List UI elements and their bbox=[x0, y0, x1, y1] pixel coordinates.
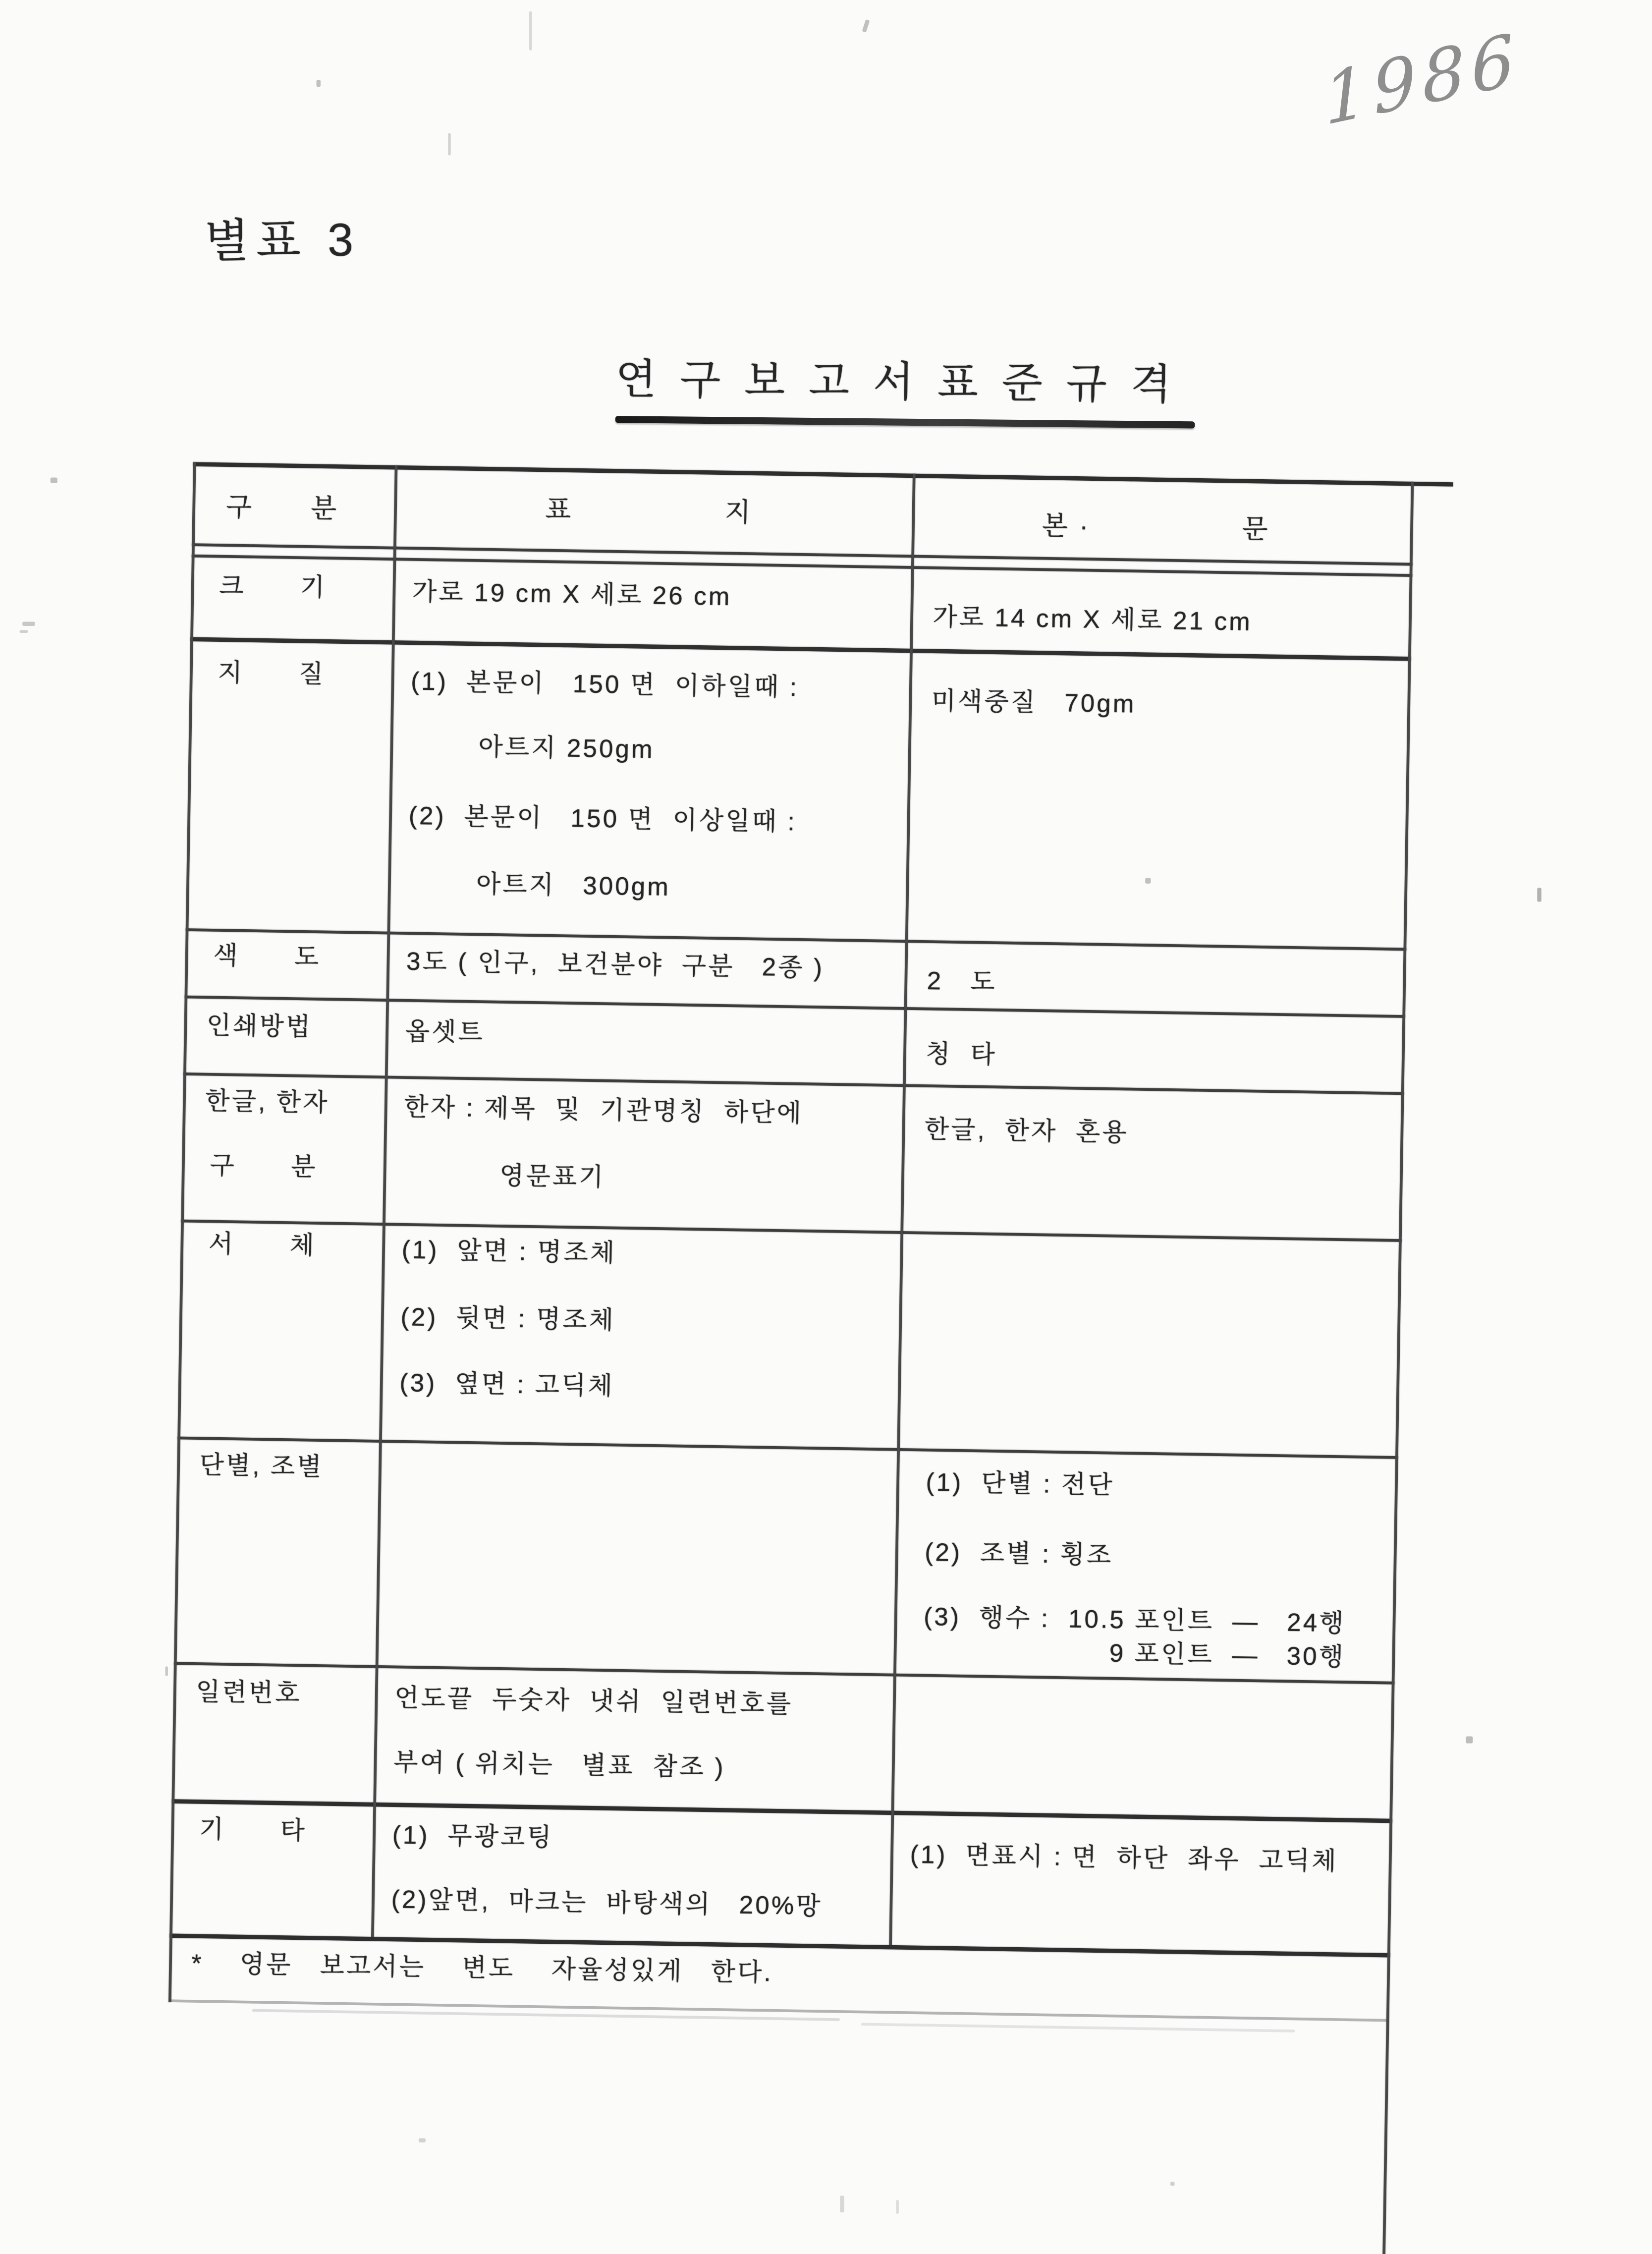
scan-speck bbox=[1145, 878, 1151, 884]
size-cover-dimensions: 가로 19 cm X 세로 26 cm bbox=[412, 577, 732, 611]
paper-body-weight: 미색중질 70gm bbox=[931, 686, 1136, 718]
scan-speck bbox=[1537, 888, 1541, 902]
label-serial: 일련번호 bbox=[195, 1678, 302, 1708]
scan-speck bbox=[448, 133, 451, 155]
h-line-row-script bbox=[181, 1220, 1402, 1242]
header-col-category: 구 분 bbox=[225, 493, 339, 525]
layout-body-line2: (2) 조별 : 횡조 bbox=[924, 1538, 1113, 1570]
h-line-row-color bbox=[185, 996, 1406, 1018]
title-underline bbox=[615, 416, 1195, 428]
script-cover-line2: 영문표기 bbox=[499, 1161, 606, 1191]
footnote: * 영문 보고서는 변도 자율성있게 한다. bbox=[191, 1949, 773, 1987]
typeface-cover-line2: (2) 뒷면 : 명조체 bbox=[400, 1302, 616, 1335]
h-line-row-printing bbox=[183, 1072, 1404, 1095]
spec-table bbox=[168, 462, 1414, 2022]
script-body: 한글, 한자 혼용 bbox=[924, 1115, 1129, 1147]
paper-cover-line3: (2) 본문이 150 면 이상일때 : bbox=[408, 801, 797, 836]
etc-cover-line2: (2)앞면, 마크는 바탕색의 20%망 bbox=[391, 1885, 823, 1920]
scan-speck bbox=[317, 80, 321, 87]
paper-cover-line1: (1) 본문이 150 면 이하일때 : bbox=[410, 667, 799, 702]
label-etc: 기 타 bbox=[199, 1815, 307, 1845]
document-title: 연구보고서표준규격 bbox=[615, 357, 1196, 409]
v-line-right bbox=[1382, 482, 1414, 2254]
color-body: 2 도 bbox=[927, 966, 997, 996]
annex-label: 별표 3 bbox=[204, 213, 361, 267]
label-paper: 지 질 bbox=[218, 658, 326, 688]
scan-speck bbox=[22, 621, 35, 625]
scan-smudge bbox=[861, 2023, 1295, 2032]
serial-cover-line1: 언도끝 두숫자 냇쉬 일련번호를 bbox=[394, 1684, 793, 1718]
h-line-row-paper bbox=[186, 928, 1407, 951]
etc-cover-line1: (1) 무광코팅 bbox=[392, 1821, 554, 1852]
h-line-row-size bbox=[190, 637, 1411, 661]
h-line-header-2 bbox=[192, 555, 1413, 577]
handwritten-year-note: 1986 bbox=[1321, 18, 1523, 142]
scan-speck bbox=[1466, 1736, 1473, 1743]
scan-speck bbox=[840, 2196, 844, 2212]
v-line-col2 bbox=[889, 474, 915, 1945]
label-size: 크 기 bbox=[219, 571, 327, 602]
document-title-block bbox=[615, 344, 1196, 428]
v-line-left bbox=[168, 462, 196, 2002]
h-line-row-typeface bbox=[177, 1437, 1398, 1459]
label-layout: 단별, 조별 bbox=[199, 1451, 324, 1481]
label-color: 색 도 bbox=[213, 941, 321, 971]
printing-body: 청 타 bbox=[925, 1039, 997, 1069]
layout-body-line1: (1) 단별 : 전단 bbox=[926, 1468, 1115, 1500]
scan-speck bbox=[896, 2200, 899, 2214]
printing-cover: 옵셋트 bbox=[405, 1017, 485, 1047]
scan-speck bbox=[862, 19, 870, 33]
h-line-top bbox=[193, 462, 1453, 486]
etc-body: (1) 면표시 : 면 하단 좌우 고딕체 bbox=[910, 1840, 1339, 1875]
label-typeface: 서 체 bbox=[208, 1230, 317, 1260]
label-script-line2: 구 분 bbox=[210, 1151, 318, 1182]
h-line-row-serial bbox=[171, 1799, 1392, 1823]
scan-speck bbox=[419, 2138, 426, 2142]
header-col-cover: 표 지 bbox=[545, 496, 753, 529]
serial-cover-line2: 부여 ( 위치는 별표 참조 ) bbox=[393, 1748, 726, 1782]
layout-body-line3: (3) 행수 : 10.5 포인트 — 24행 bbox=[923, 1602, 1346, 1637]
scan-speck bbox=[165, 1666, 168, 1676]
paper-cover-line4: 아트지 300gm bbox=[476, 870, 671, 902]
typeface-cover-line3: (3) 옆면 : 고딕체 bbox=[399, 1368, 615, 1401]
color-cover: 3도 ( 인구, 보건분야 구분 2종 ) bbox=[406, 947, 825, 982]
v-line-col1 bbox=[371, 465, 397, 1937]
scan-speck bbox=[529, 11, 532, 51]
typeface-cover-line1: (1) 앞면 : 명조체 bbox=[401, 1236, 617, 1267]
layout-body-line4: 9 포인트 — 30행 bbox=[1109, 1639, 1346, 1671]
label-printing: 인쇄방법 bbox=[206, 1011, 313, 1041]
scan-speck bbox=[20, 630, 28, 633]
header-col-body: 본 · 문 bbox=[1042, 512, 1270, 546]
scan-speck bbox=[1170, 2182, 1174, 2186]
label-script-line1: 한글, 한자 bbox=[205, 1087, 330, 1117]
script-cover-line1: 한자 : 제목 및 기관명칭 하단에 bbox=[404, 1093, 804, 1127]
scan-speck bbox=[51, 477, 57, 483]
paper-cover-line2: 아트지 250gm bbox=[478, 733, 655, 764]
size-body-dimensions: 가로 14 cm X 세로 21 cm bbox=[933, 603, 1253, 636]
